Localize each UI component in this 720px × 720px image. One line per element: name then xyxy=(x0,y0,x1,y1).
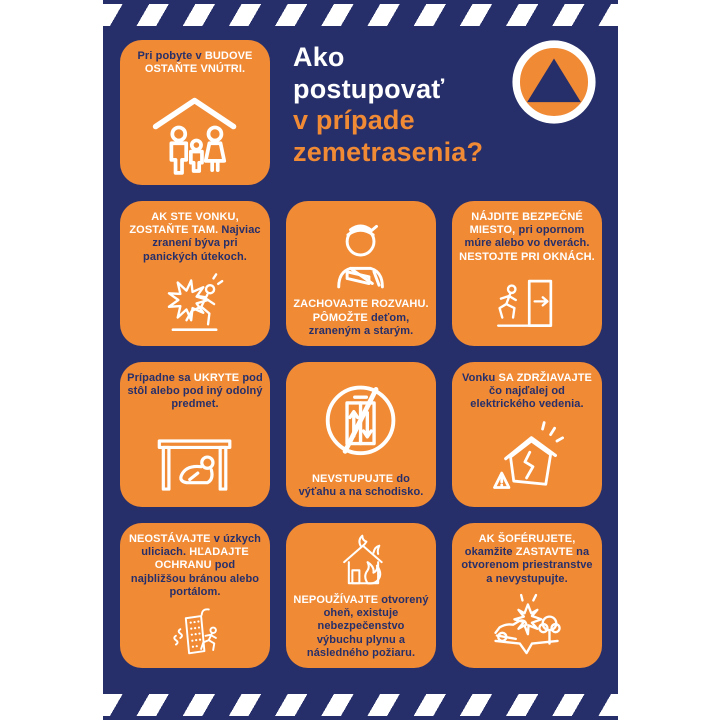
card-avoid-narrow-streets xyxy=(120,523,270,668)
no-elevator-icon xyxy=(293,372,429,473)
card-text xyxy=(459,372,595,412)
text-segment: NEVSTUPUJTE xyxy=(312,472,394,485)
card-if-driving-stop xyxy=(452,523,602,668)
text-segment: na otvorenom priestranstve a nevystupujte. xyxy=(461,546,593,585)
title-line: postupovať xyxy=(293,73,445,104)
card-take-cover xyxy=(120,362,270,507)
text-segment: Pri pobyte v xyxy=(137,50,205,62)
text-segment: ZASTAVTE xyxy=(515,546,574,559)
title-line: v prípade xyxy=(293,105,415,136)
text-segment: ZACHOVAJTE ROZVAHU. PÔMOŽTE xyxy=(293,298,429,324)
text-segment: NÁJDITE BEZPEČNÉ MIESTO, xyxy=(469,211,583,237)
card-find-safe-place xyxy=(452,201,602,346)
card-keep-calm-help xyxy=(286,201,436,346)
text-segment: deťom, zraneným a starým. xyxy=(308,311,414,337)
text-segment: do výťahu a na schodisko. xyxy=(298,472,424,498)
civil-protection-emblem-icon xyxy=(512,40,596,124)
text-segment: NEPOUŽÍVAJTE xyxy=(293,594,379,607)
diagonal-stripes xyxy=(103,4,618,26)
burning-house-icon xyxy=(293,533,429,594)
text-segment: čo najďalej od elektrického vedenia. xyxy=(470,385,584,411)
card-text xyxy=(293,594,429,660)
text-segment: UKRYTE xyxy=(193,372,240,384)
card-avoid-power-lines xyxy=(452,362,602,507)
card-text xyxy=(127,533,263,599)
building-runner-icon xyxy=(127,599,263,660)
title-block xyxy=(286,40,602,185)
title-line: zemetrasenia? xyxy=(293,136,484,167)
earthquake-safety-poster xyxy=(103,0,618,720)
text-segment: otvorený oheň, existuje nebezpečenstvo výbuchu plynu a následného požiaru. xyxy=(306,594,429,659)
text-segment: Vonku xyxy=(462,372,499,384)
text-segment: okamžite xyxy=(464,546,516,559)
card-text xyxy=(293,473,429,499)
injured-person-icon xyxy=(293,211,429,298)
under-table-icon xyxy=(127,412,263,499)
card-no-open-fire xyxy=(286,523,436,668)
diagonal-stripes xyxy=(103,694,618,716)
card-text xyxy=(127,50,263,76)
panic-run-icon xyxy=(127,264,263,338)
card-text xyxy=(127,372,263,412)
text-segment: Najviac zranení býva pri panických útekoch. xyxy=(143,224,261,263)
family-under-roof-icon xyxy=(127,76,263,177)
hazard-stripes-top xyxy=(103,0,618,30)
text-segment: NEOSTÁVAJTE xyxy=(129,533,211,545)
text-segment: NESTOJTE PRI OKNÁCH. xyxy=(459,250,595,263)
card-text xyxy=(459,211,595,264)
text-segment: AK ŠOFÉRUJETE, xyxy=(478,533,576,545)
card-grid xyxy=(120,40,602,668)
card-outside-stay-there xyxy=(120,201,270,346)
text-segment: pod najbližšou bránou alebo portálom. xyxy=(130,559,260,598)
text-segment: AK STE VONKU, ZOSTAŇTE TAM. xyxy=(129,211,239,237)
card-text xyxy=(127,211,263,264)
title-line: Ako xyxy=(293,42,345,72)
hazard-stripes-bottom xyxy=(103,690,618,720)
text-segment: HĽADAJTE OCHRANU xyxy=(154,546,249,572)
card-avoid-elevator xyxy=(286,362,436,507)
card-text xyxy=(293,298,429,338)
text-segment: Prípadne sa xyxy=(127,372,194,384)
card-text xyxy=(459,533,595,586)
text-segment: pod stôl alebo pod iný odolný predmet. xyxy=(127,372,263,411)
damaged-house-icon xyxy=(459,412,595,499)
exit-door-icon xyxy=(459,264,595,338)
car-crash-icon xyxy=(459,586,595,660)
text-segment: pri opornom múre alebo vo dverách. xyxy=(464,224,590,250)
page-title xyxy=(293,42,483,168)
text-segment: SA ZDRŽIAVAJTE xyxy=(498,372,592,384)
text-segment: BUDOVE OSTAŇTE VNÚTRI. xyxy=(144,50,253,76)
text-segment: v úzkych uliciach. xyxy=(141,533,261,559)
card-stay-inside xyxy=(120,40,270,185)
